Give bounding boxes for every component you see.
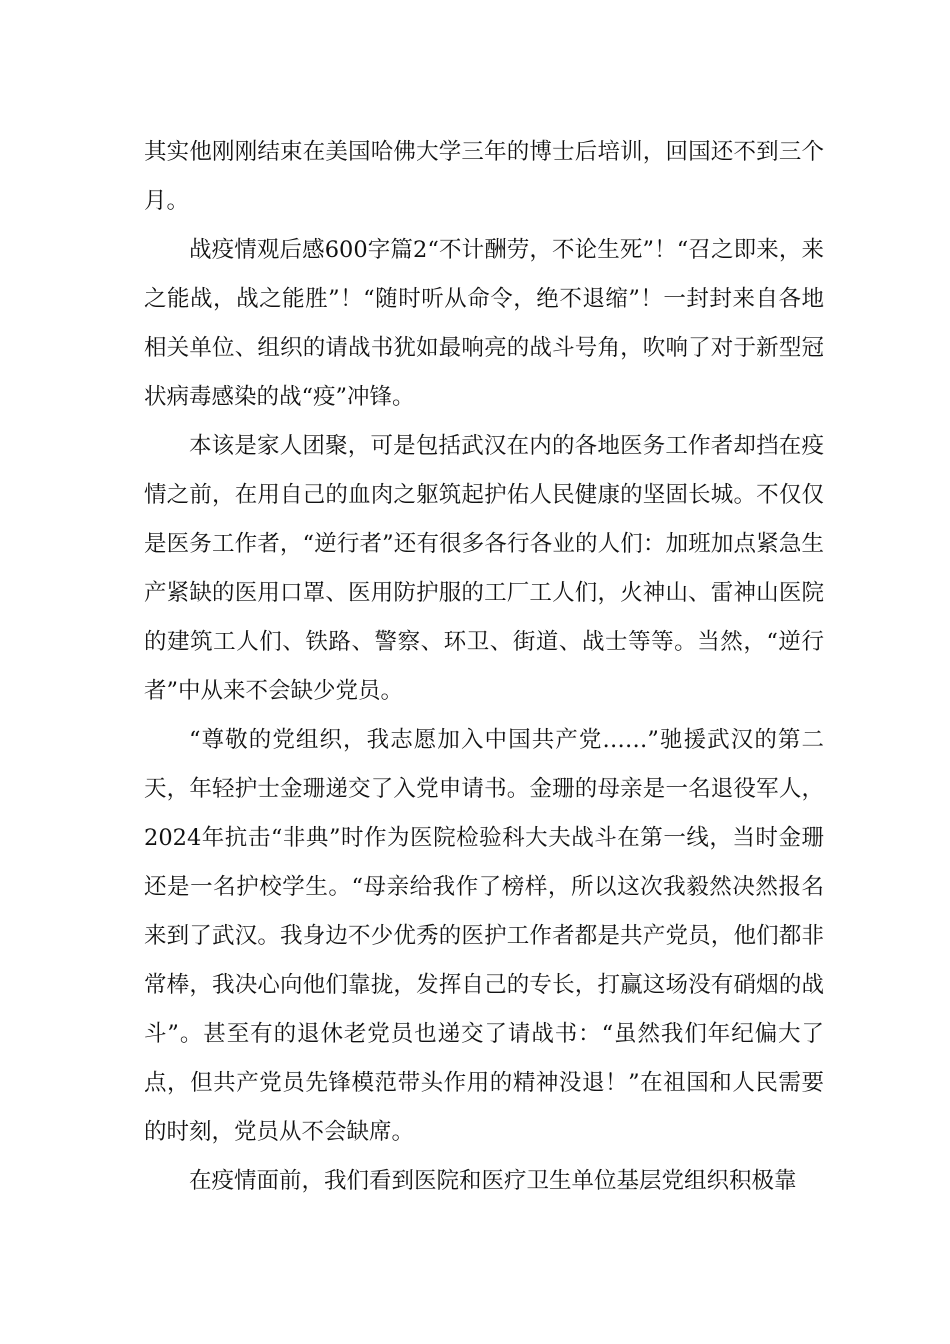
paragraph: “尊敬的党组织，我志愿加入中国共产党……”驰援武汉的第二天，年轻护士金珊递交了入党申请书。金珊的母亲是一名退役军人，2024年抗击“非典”时作为医院检验科大夫战斗在第一线，当时金珊还是一名护校学生。“母亲给我作了榜样，所以这次我毅然决然报名来到了武汉。我身边不少优秀的医护工作者都是共产党员，他们都非常棒，我决心向他们靠拢，发挥自己的专长，打赢这场没有硝烟的战斗”。甚至有的退休老党员也递交了请战书：“虽然我们年纪偏大了点，但共产党员先锋模范带头作用的精神没退！”在祖国和人民需要的时刻，党员从不会缺席。 (144, 727, 824, 1145)
paragraph: 在疫情面前，我们看到医院和医疗卫生单位基层党组织积极靠 (189, 1168, 797, 1194)
paragraph: 战疫情观后感600字篇2“不计酬劳，不论生死”！“召之即来，来之能战，战之能胜”！“随时听从命令，绝不退缩”！一封封来自各地相关单位、组织的请战书犹如最响亮的战斗号角，吹响了对于新型冠状病毒感染的战“疫”冲锋。 (144, 237, 824, 410)
paragraph: 本该是家人团聚，可是包括武汉在内的各地医务工作者却挡在疫情之前，在用自己的血肉之躯筑起护佑人民健康的坚固长城。不仅仅是医务工作者，“逆行者”还有很多各行各业的人们：加班加点紧急生产紧缺的医用口罩、医用防护服的工厂工人们，火神山、雷神山医院的建筑工人们、铁路、警察、环卫、街道、战士等等。当然，“逆行者”中从来不会缺少党员。 (144, 433, 824, 704)
document-body (144, 128, 824, 1206)
paragraph-continued: 其实他刚刚结束在美国哈佛大学三年的博士后培训，回国还不到三个月。 (144, 139, 824, 214)
